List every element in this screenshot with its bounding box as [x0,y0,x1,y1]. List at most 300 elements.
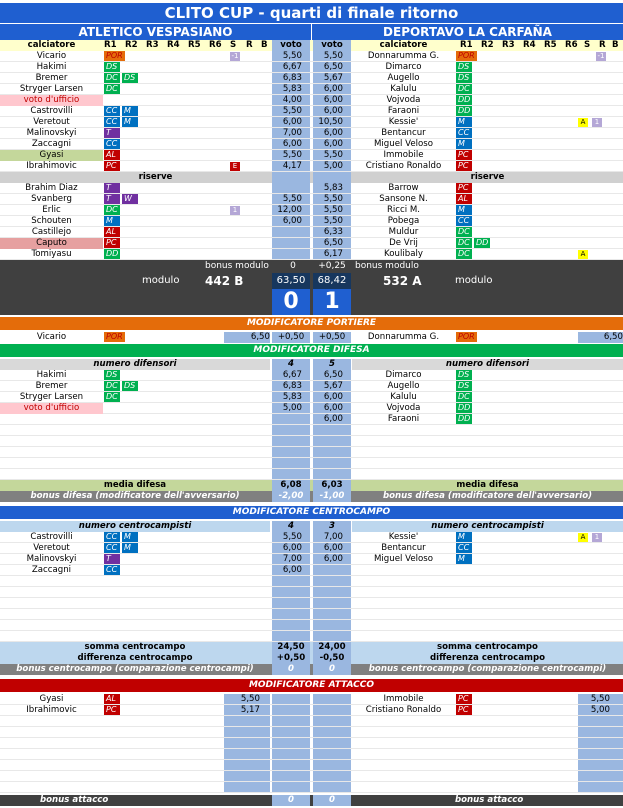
player-vote: 6,00 [282,565,302,575]
role-cell [456,161,556,172]
player-name: Vicario [36,332,67,342]
role-badge: DC [104,73,120,83]
role-cell [104,161,194,172]
row-line [0,749,623,760]
role-badge: POR [106,51,123,60]
table-row [0,587,623,598]
player-vote: 6,67 [282,62,302,72]
role-badge: AL [104,150,120,160]
player-name: Gyasi [39,694,64,704]
role-cell [456,532,556,543]
player-name: Ricci M. [386,205,421,215]
bonus-attacco-home: 0 [272,795,310,806]
round-col-header: R4 [167,40,180,50]
role-cell [104,216,194,227]
player-name: Hakimi [36,62,67,72]
bonus-modulo-label: bonus modulo [355,261,419,271]
role-cell [456,332,496,343]
player-vote: 6,00 [282,139,302,149]
page-title: CLITO CUP - quarti di finale ritorno [0,3,623,23]
column-header [0,40,623,51]
table-row [0,727,623,738]
modulo-row [0,273,623,289]
player-vote: 5,67 [323,381,343,391]
table-row [0,194,623,205]
player-vote: 6,50 [323,62,343,72]
table-row [0,565,623,576]
player-vote: 6,67 [282,370,302,380]
round-col-header: R [599,40,606,50]
role-cell [104,403,194,414]
table-row [0,238,623,249]
role-cell [104,194,194,205]
table-row [0,609,623,620]
round-col-header: R5 [544,40,557,50]
media-difesa [0,480,623,491]
row-line [0,469,623,480]
row-line [0,436,623,447]
portiere-home-mod: +0,50 [272,332,310,343]
role-badge: DD [458,403,471,412]
player-vote: 5,83 [282,392,302,402]
table-row [0,771,623,782]
player-name: Bentancur [381,128,426,138]
mod-centrocampo-header: MODIFICATORE CENTROCAMPO [0,506,623,519]
role-cell [456,227,556,238]
role-cell [104,543,194,554]
player-name: Dimarco [385,62,422,72]
somma-centrocampo [0,642,623,653]
player-vote: 5,50 [282,532,302,542]
bonus-difesa [0,491,623,502]
mod-difesa-header: MODIFICATORE DIFESA [0,344,623,357]
role-badge: CC [104,543,120,553]
difesa-sub-label: numero difensori [0,359,270,370]
role-badge: POR [458,332,475,341]
player-name: Immobile [383,150,424,160]
role-cell [456,139,556,150]
role-cell [456,554,556,565]
table-row [0,216,623,227]
player-vote: 6,17 [323,249,343,259]
reserves-header [0,172,623,183]
table-row [0,381,623,392]
player-name: Castillejo [31,227,72,237]
difesa-away-count: 5 [313,359,351,370]
role-badge: DD [476,238,489,247]
modulo-label: modulo [455,275,493,286]
bonus-centrocampo-label: bonus centrocampo (comparazione centrocampi) [16,664,254,674]
bonus-difesa-away: -1,00 [313,491,351,502]
away-score: 1 [313,289,351,315]
table-row [0,84,623,95]
table-row [0,205,623,216]
round-col-header: S [584,40,591,50]
role-badge: DC [456,238,472,248]
player-vote [272,227,302,238]
row-line [0,760,623,771]
player-vote: 5,50 [282,194,302,204]
player-name: Kessie' [388,117,419,127]
row-line [0,587,623,598]
bonus-modulo-row [0,260,623,273]
player-name: Malinovskyi [26,554,77,564]
player-vote: 5,67 [323,73,343,83]
player-vote: 5,50 [323,216,343,226]
player-name: Castrovilli [30,106,73,116]
role-badge: DD [458,414,471,423]
role-badge: DC [456,249,472,259]
event-badge: A [578,250,588,259]
diff-centrocampo-home: +0,50 [272,653,310,664]
player-vote [272,238,302,249]
role-badge: PC [456,183,472,193]
player-vote [272,183,302,194]
bonus-centrocampo-home: 0 [272,664,310,675]
away-total: 68,42 [313,273,351,289]
round-col-header: R2 [481,40,494,50]
reserves-label: riserve [138,172,173,182]
player-vote: 4,17 [282,161,302,171]
player-vote: 7,00 [282,554,302,564]
table-row [0,403,623,414]
player-vote: 6,00 [323,95,343,105]
reserves-label: riserve [470,172,505,182]
role-cell [104,150,194,161]
player-name: Kalulu [390,392,417,402]
table-row [0,694,623,705]
role-badge: M [122,543,138,553]
role-cell [104,51,194,62]
player-name: Ibrahimovic [26,161,77,171]
round-col-header: R4 [523,40,536,50]
player-name: Immobile [383,694,424,704]
table-row [0,150,623,161]
role-badge: PC [456,705,472,715]
event-badge: -1 [231,52,239,60]
role-cell [104,705,194,716]
role-badge: M [104,216,120,226]
role-cell [104,532,194,543]
player-name: Erlic [42,205,61,215]
player-name: Stryger Larsen [19,84,84,94]
round-col-header: S [230,40,237,50]
player-vote: 7,00 [323,532,343,542]
player-vote: 4,00 [282,95,302,105]
role-badge: DC [104,84,120,94]
player-name: Svanberg [31,194,72,204]
player-name: Augello [387,73,420,83]
player-name: Koulibaly [384,249,423,259]
role-badge: T [104,554,120,564]
player-vote: 5,50 [590,694,610,704]
role-badge: M [456,139,472,149]
role-badge: CC [104,565,120,575]
role-cell [104,84,194,95]
player-name: Bentancur [381,543,426,553]
table-row [0,392,623,403]
role-cell [104,392,194,403]
role-cell [456,694,556,705]
role-cell [104,62,194,73]
diff-centrocampo-away: -0,50 [313,653,351,664]
role-cell [456,84,556,95]
home-score: 0 [272,289,310,315]
role-badge: POR [106,332,123,341]
player-vote: 6,33 [323,227,343,237]
role-cell [104,73,194,84]
role-cell [456,392,556,403]
table-row [0,620,623,631]
player-vote: 5,00 [323,161,343,171]
role-cell [104,249,194,260]
player-vote: 12,00 [277,205,302,215]
player-vote: 5,50 [240,694,260,704]
player-vote: 6,00 [323,128,343,138]
player-name: Vicario [36,51,67,61]
row-line [0,738,623,749]
table-row [0,532,623,543]
home-module: 442 B [205,274,244,288]
role-cell [104,554,194,565]
role-badge: DS [456,62,472,72]
table-row [0,554,623,565]
player-vote: 6,50 [323,370,343,380]
role-cell [104,332,144,343]
player-vote: 6,00 [323,554,343,564]
player-vote: 5,00 [282,403,302,413]
table-row [0,782,623,793]
player-vote: 5,50 [323,51,343,61]
player-name: Bremer [35,381,68,391]
table-row [0,631,623,642]
role-cell [104,106,194,117]
table-row [0,62,623,73]
player-name: Ibrahimovic [26,705,77,715]
somma-centrocampo-label: somma centrocampo [437,642,538,652]
table-row [0,227,623,238]
player-name: Schouten [31,216,72,226]
difesa-home-count: 4 [272,359,310,370]
player-name: Zaccagni [31,139,72,149]
player-vote: 10,50 [318,117,343,127]
player-name: Cristiano Ronaldo [365,705,442,715]
role-cell [104,227,194,238]
row-line [0,598,623,609]
player-name: Donnarumma G. [367,332,440,342]
portiere-away-mod: +0,50 [313,332,351,343]
player-vote: 6,00 [282,216,302,226]
row-line [0,620,623,631]
event-badge: A [578,118,588,127]
player-vote: 6,50 [323,238,343,248]
row-line [0,447,623,458]
player-name: Malinovskyi [26,128,77,138]
table-row [0,543,623,554]
event-badge: A [578,533,588,542]
event-badge: 1 [230,206,240,215]
bonus-difesa-label: bonus difesa (modificatore dell'avversario) [30,491,240,501]
table-row [0,760,623,771]
centrocampo-sub-label: numero centrocampisti [352,521,623,532]
role-badge: DS [456,73,472,83]
home-team-name: ATLETICO VESPASIANO [0,24,311,40]
role-badge: CC [104,139,120,149]
role-badge: PC [104,161,120,171]
player-name: Dimarco [385,370,422,380]
player-vote: 6,00 [323,84,343,94]
player-name: De Vrij [389,238,418,248]
role-badge: M [122,117,138,127]
event-badge: -1 [597,52,605,60]
difesa-subheader [0,359,623,370]
role-badge: PC [456,694,472,704]
player-name: Tomiyasu [31,249,72,259]
role-cell [456,381,556,392]
role-cell [104,95,194,106]
table-row [0,738,623,749]
table-row [0,183,623,194]
event-badge: 1 [592,118,602,127]
player-vote: 7,00 [282,128,302,138]
role-badge: CC [456,128,472,138]
role-badge: PC [456,161,472,171]
table-row [0,469,623,480]
player-vote: 5,17 [240,705,260,715]
role-badge: DC [456,392,472,402]
player-name: Gyasi [0,150,103,161]
bonus-attacco-away: 0 [313,795,351,806]
round-col-header: R5 [188,40,201,50]
round-col-header: R1 [460,40,473,50]
role-cell [456,73,556,84]
round-col-header: R1 [104,40,117,50]
player-name: Bremer [35,73,68,83]
role-badge: PC [104,238,120,248]
player-name: Veretout [33,543,70,553]
table-row [0,73,623,84]
player-name: Donnarumma G. [367,51,440,61]
role-badge: M [456,117,472,127]
player-vote: 6,00 [323,403,343,413]
away-module: 532 A [383,274,422,288]
player-name: Veretout [33,117,70,127]
role-badge: DS [456,381,472,391]
table-row [0,705,623,716]
table-row [0,128,623,139]
role-badge: CC [104,106,120,116]
round-col-header: R3 [146,40,159,50]
round-col-header: R3 [502,40,515,50]
bonus-attacco-label: bonus attacco [455,795,524,805]
round-col-header: R2 [125,40,138,50]
role-badge: M [122,106,138,116]
table-row [0,436,623,447]
role-cell [456,370,556,381]
role-cell [456,238,556,249]
role-badge: DS [122,381,138,391]
role-badge: DC [104,205,120,215]
player-name: Sansone N. [379,194,428,204]
player-name: Miguel Veloso [374,139,433,149]
role-badge: DC [456,227,472,237]
centrocampo-sub-label: numero centrocampisti [0,521,270,532]
table-row [0,447,623,458]
player-vote: 6,00 [323,106,343,116]
role-badge: DD [458,95,471,104]
player-col-header: calciatore [379,40,428,50]
role-badge: DC [104,392,120,402]
role-cell [456,414,556,425]
role-badge: M [456,554,472,564]
player-name: Caputo [0,238,103,249]
vote-col-header: voto [272,40,310,51]
row-line [0,782,623,793]
table-row [0,249,623,260]
player-vote: 5,50 [323,194,343,204]
role-badge: CC [456,543,472,553]
player-vote: 5,83 [323,183,343,193]
centrocampo-away-count: 3 [313,521,351,532]
role-cell [456,106,556,117]
bonus-modulo-home: 0 [290,261,296,271]
role-badge: CC [104,117,120,127]
bonus-difesa-label: bonus difesa (modificatore dell'avversario) [382,491,593,501]
role-cell [104,205,194,216]
role-badge: CC [104,532,120,542]
role-cell [456,183,556,194]
player-name: Muldur [388,227,419,237]
media-difesa-home: 6,08 [272,480,310,491]
somma-centrocampo-home: 24,50 [272,642,310,653]
centrocampo-subheader [0,521,623,532]
role-badge: T [104,183,120,193]
table-row [0,161,623,172]
role-badge: M [456,205,472,215]
role-badge: DD [458,106,471,115]
player-vote: 6,00 [323,543,343,553]
score-row [0,289,623,315]
player-name: Stryger Larsen [19,392,84,402]
player-vote [272,249,302,260]
table-row [0,370,623,381]
table-row [0,51,623,62]
player-vote: 5,50 [323,150,343,160]
player-name: Barrow [388,183,419,193]
role-badge: PC [456,150,472,160]
table-row [0,458,623,469]
role-badge: DS [456,370,472,380]
table-row [0,576,623,587]
role-badge: T [104,128,120,138]
player-vote: 5,50 [282,150,302,160]
player-vote: 6,00 [282,117,302,127]
player-vote: 6,00 [282,543,302,553]
table-row [0,749,623,760]
player-vote: 6,83 [282,73,302,83]
role-badge: POR [458,51,475,60]
table-row [0,106,623,117]
role-badge: M [456,532,472,542]
modulo-label: modulo [142,275,180,286]
player-name: voto d'ufficio [0,403,103,414]
role-badge: AL [104,694,120,704]
player-vote: 6,83 [282,381,302,391]
somma-centrocampo-label: somma centrocampo [84,642,186,652]
vote-cell-bg [313,172,351,183]
table-row [0,95,623,106]
table-row [0,598,623,609]
